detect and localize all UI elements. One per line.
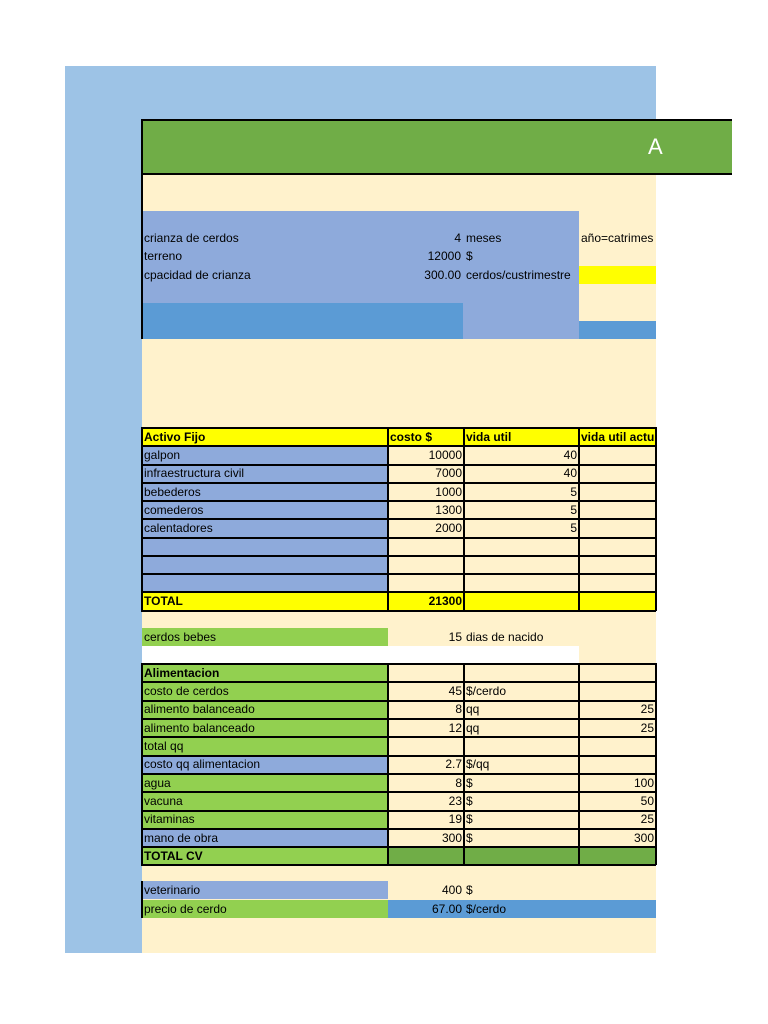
activo-row-cost [388, 556, 464, 574]
activo-header-life: vida util [466, 430, 512, 444]
activo-row-name [142, 574, 388, 592]
capacidad-label: cpacidad de crianza [144, 268, 251, 282]
activo-row-cost: 2000 [388, 519, 464, 537]
crianza-value: 4 [454, 231, 461, 245]
activo-row-cost: 1000 [388, 483, 464, 501]
activo-row-life: 40 [464, 464, 579, 482]
cv-total-label: TOTAL CV [144, 849, 203, 863]
activo-total-value: 21300 [428, 594, 462, 608]
info-yellow-cell [579, 266, 656, 284]
cv-row-unit [464, 737, 579, 755]
crianza-note: año=catrimes [581, 231, 654, 245]
cv-row-value: 2.7 [445, 757, 462, 771]
cv-row-value: 23 [448, 794, 462, 808]
precio-unit: $/cerdo [466, 902, 507, 916]
crianza-label: crianza de cerdos [144, 231, 239, 245]
cv-row-unit: $ [466, 812, 473, 826]
cv-row-label: alimento balanceado [142, 719, 388, 737]
cv-row-label: vitaminas [142, 810, 388, 828]
bebes-unit: dias de nacido [466, 630, 544, 644]
grid-line [655, 427, 657, 611]
precio-label: precio de cerdo [144, 902, 227, 916]
cv-row-label: total qq [142, 737, 388, 755]
activo-row-name [142, 537, 388, 555]
grid-line [141, 663, 143, 865]
grid-line [387, 663, 389, 865]
activo-row-cost [388, 537, 464, 555]
cv-row-extra [579, 737, 656, 755]
cv-row-extra [579, 755, 656, 773]
grid-line [387, 427, 389, 611]
activo-row-life [464, 574, 579, 592]
cv-row-extra: 50 [640, 794, 654, 808]
cv-row-value [388, 737, 464, 755]
cv-row-unit: $ [466, 794, 473, 808]
terreno-value: 12000 [427, 249, 461, 263]
cv-row-unit: qq [466, 721, 480, 735]
activo-row-cost: 10000 [388, 446, 464, 464]
grid-line [655, 663, 657, 865]
activo-row-life [464, 537, 579, 555]
cv-row-label: costo qq alimentacion [142, 755, 388, 773]
cv-row-value: 8 [455, 776, 462, 790]
cv-row-label: vacuna [142, 792, 388, 810]
activo-row-name: calentadores [142, 519, 388, 537]
grid-line [141, 427, 143, 611]
bebes-label: cerdos bebes [144, 630, 217, 644]
cv-row-label: mano de obra [142, 829, 388, 847]
cv-row-label: alimento balanceado [142, 700, 388, 718]
cv-row-extra: 25 [640, 812, 654, 826]
crianza-unit: meses [466, 231, 502, 245]
title-banner [141, 119, 732, 175]
activo-row-name: galpon [142, 446, 388, 464]
cv-row-value: 8 [455, 702, 462, 716]
precio-value: 67.00 [431, 902, 462, 916]
activo-header-cost: costo $ [390, 430, 433, 444]
activo-total-label: TOTAL [144, 594, 183, 608]
activo-row-life [464, 556, 579, 574]
veterinario-value: 400 [441, 883, 462, 897]
capacidad-value: 300.00 [424, 268, 461, 282]
cv-row-extra: 25 [640, 702, 654, 716]
activo-row-cost [388, 574, 464, 592]
grid-line [578, 663, 580, 865]
cv-row-value: 300 [441, 831, 462, 845]
activo-header-life-actual: vida util actu [581, 430, 655, 444]
cv-row-unit: $/qq [466, 757, 490, 771]
title-fragment: A [648, 134, 663, 159]
capacidad-unit: cerdos/custrimestre [466, 268, 571, 282]
cv-row-extra: 25 [640, 721, 654, 735]
grid-line [463, 663, 465, 865]
bebes-value: 15 [448, 630, 462, 644]
cv-row-value: 45 [448, 684, 462, 698]
activo-row-name: bebederos [142, 483, 388, 501]
cv-row-extra: 100 [633, 776, 654, 790]
cv-row-value: 19 [448, 812, 462, 826]
activo-row-name: infraestructura civil [142, 464, 388, 482]
cv-header: Alimentacion [144, 666, 220, 680]
activo-row-life: 5 [464, 483, 579, 501]
bebes-white-strip [142, 646, 579, 664]
cv-row-unit: $ [466, 831, 473, 845]
info-left-border [141, 175, 143, 339]
activo-row-cost: 7000 [388, 464, 464, 482]
cv-row-unit: $/cerdo [466, 684, 507, 698]
activo-row-name [142, 556, 388, 574]
info-blue-cell [579, 321, 656, 339]
cv-row-label: agua [142, 774, 388, 792]
cv-row-value: 12 [448, 721, 462, 735]
veterinario-unit: $ [466, 883, 473, 897]
activo-row-name: comederos [142, 501, 388, 519]
cv-row-unit: qq [466, 702, 480, 716]
precio-left-border [141, 881, 143, 918]
activo-header-name: Activo Fijo [144, 430, 206, 444]
activo-row-life: 5 [464, 501, 579, 519]
cv-row-extra [579, 682, 656, 700]
terreno-unit: $ [466, 249, 473, 263]
grid-line [578, 427, 580, 611]
activo-row-cost: 1300 [388, 501, 464, 519]
grid-line [463, 427, 465, 611]
activo-row-life: 40 [464, 446, 579, 464]
veterinario-label: veterinario [144, 883, 201, 897]
info-block-dark [142, 303, 463, 339]
cv-row-extra: 300 [633, 831, 654, 845]
activo-row-life: 5 [464, 519, 579, 537]
terreno-label: terreno [144, 249, 183, 263]
cv-row-label: costo de cerdos [142, 682, 388, 700]
cv-row-unit: $ [466, 776, 473, 790]
